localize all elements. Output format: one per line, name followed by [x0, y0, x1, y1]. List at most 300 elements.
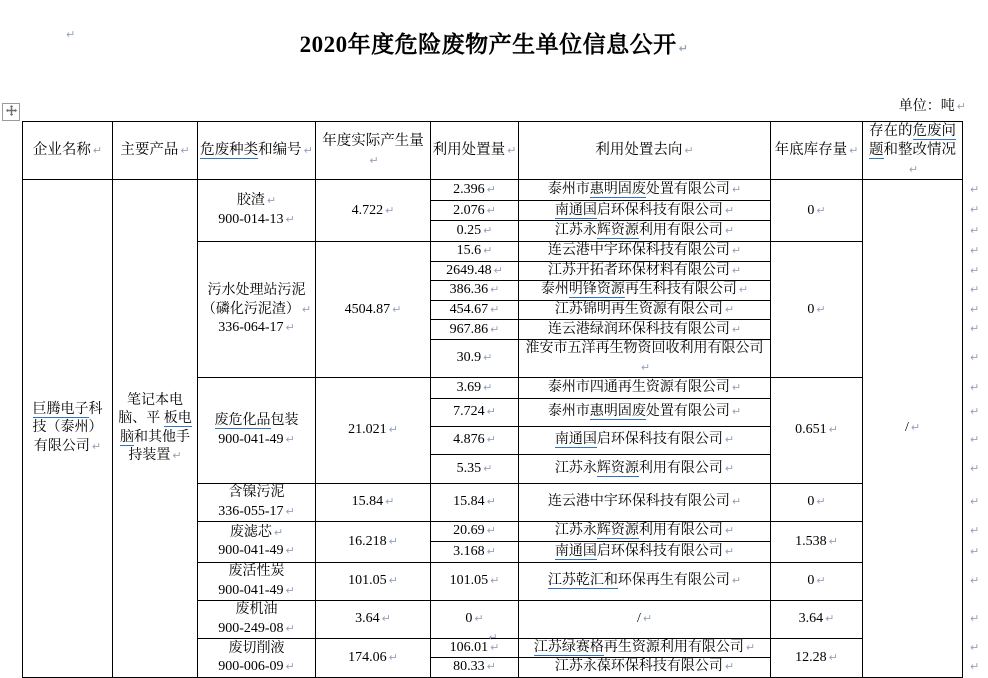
text-line [520, 379, 769, 397]
paragraph-mark: ↵ [369, 153, 379, 167]
underlined-text: 辉资源 [596, 523, 639, 539]
paragraph-mark: ↵ [640, 360, 651, 374]
unit-label [899, 95, 966, 115]
disposal-amount-cell[interactable] [431, 563, 519, 601]
disposal-amount-cell[interactable] [431, 340, 519, 378]
paragraph-mark: ↵ [642, 612, 653, 626]
text-line [520, 610, 769, 628]
waste-type-cell[interactable] [198, 484, 316, 522]
paragraph-mark: ↵ [724, 524, 735, 538]
disposal-amount-cell[interactable] [431, 378, 519, 399]
annual-amount-cell[interactable] [316, 242, 431, 378]
disposal-amount-cell[interactable] [431, 522, 519, 542]
text-segment: 900-041-49 [218, 582, 284, 598]
text-segment: 有限公司 [33, 438, 90, 454]
disposal-amount-cell[interactable] [431, 658, 519, 677]
paragraph-mark: ↵ [490, 283, 500, 297]
text-segment: 处置有限公司 [645, 182, 730, 198]
cell-value: 1.538 [795, 533, 827, 549]
paragraph-mark: ↵ [285, 659, 295, 673]
paragraph-mark: ↵ [483, 224, 493, 238]
destination-cell[interactable] [519, 201, 771, 221]
cell-value: 386.36 [449, 282, 489, 298]
text-segment: 技（泰州） [32, 420, 103, 436]
products-cell[interactable] [113, 180, 198, 678]
text-line [114, 141, 196, 160]
cell-value: 15.84 [351, 494, 384, 510]
text-segment: 泰州市四通再生资源有限公司 [547, 379, 730, 395]
header-disposal-amount[interactable] [431, 122, 519, 180]
row-end-mark: ↵ [970, 203, 980, 216]
header-waste-type[interactable] [198, 122, 316, 180]
issues-cell[interactable] [863, 180, 963, 678]
text-line [199, 412, 314, 430]
text-segment: 脑、平 [118, 411, 164, 427]
text-segment: 利用有限公司 [638, 523, 723, 539]
text-segment: 废切削液 [228, 640, 285, 656]
unit-label-text: 单位：吨 [898, 99, 955, 114]
paragraph-mark: ↵ [486, 433, 496, 447]
row-end-mark: ↵ [970, 322, 980, 335]
header-company[interactable] [23, 122, 113, 180]
text-line [24, 419, 111, 437]
paragraph-mark: ↵ [490, 322, 500, 336]
text-line [520, 522, 769, 540]
text-segment: 笔记本电 [127, 392, 183, 408]
annual-amount-cell[interactable] [316, 563, 431, 601]
text-segment: 和整改情况 [883, 142, 956, 159]
row-end-mark: ↵ [970, 182, 980, 196]
text-segment: 900-249-08 [218, 620, 284, 636]
row-end-mark: ↵ [970, 282, 980, 296]
annual-amount-cell[interactable] [316, 484, 431, 522]
row-end-mark: ↵ [970, 405, 980, 418]
paragraph-mark: ↵ [724, 203, 735, 217]
paragraph-mark: ↵ [816, 203, 826, 217]
underlined-text: 南通国 [554, 432, 597, 448]
table-move-icon [6, 103, 17, 121]
page-title-text: 2020年度危险废物产生单位信息公开 [299, 32, 677, 57]
waste-type-cell[interactable] [198, 522, 316, 563]
disposal-amount-cell[interactable] [431, 201, 519, 221]
destination-cell[interactable] [519, 399, 771, 427]
paragraph-mark: ↵ [285, 432, 295, 446]
text-line [520, 493, 769, 511]
after-table-paragraph [22, 628, 962, 646]
row-end-mark: ↵ [970, 640, 980, 654]
stock-cell[interactable] [771, 522, 863, 563]
text-segment: 年底库存量 [774, 142, 848, 159]
text-line [199, 141, 314, 160]
text-line [520, 403, 769, 421]
text-segment: 胶渣 [236, 193, 265, 209]
text-segment: 污水处理站污泥 [207, 283, 306, 299]
underlined-text: 废危化品 [214, 413, 271, 429]
text-line [772, 141, 861, 160]
underlined-text: 江苏绿赛格 [533, 640, 604, 655]
destination-cell[interactable] [519, 427, 771, 455]
text-segment: 废滤芯 [229, 524, 272, 540]
paragraph-mark: ↵ [908, 163, 919, 177]
text-segment: 利用处置去向 [595, 142, 683, 159]
cell-value: 21.021 [348, 422, 387, 438]
paragraph-mark: ↵ [910, 421, 921, 435]
stock-cell[interactable] [771, 563, 863, 601]
text-line [520, 321, 769, 339]
cell-value: 4.722 [351, 202, 384, 218]
paragraph-mark: ↵ [738, 283, 749, 297]
text-line [520, 281, 769, 299]
row-end-mark: ↵ [970, 380, 980, 394]
underlined-text: 脑 [120, 429, 134, 445]
paragraph-mark: ↵ [180, 144, 190, 158]
destination-cell[interactable] [519, 542, 771, 563]
paragraph-mark: ↵ [285, 504, 295, 518]
disposal-amount-cell[interactable] [431, 320, 519, 340]
cell-value: 174.06 [348, 649, 387, 665]
cell-value: 12.28 [795, 649, 827, 665]
text-segment: 连云港绿润环保科技有限公司 [547, 321, 730, 337]
cell-value: 20.69 [453, 523, 485, 539]
waste-type-cell[interactable] [198, 242, 316, 378]
text-segment: 江苏永葆环保科技有限公司 [554, 659, 723, 675]
company-cell[interactable] [23, 180, 113, 678]
text-segment: 连云港中宇环保科技有限公司 [547, 494, 730, 510]
text-line [199, 192, 314, 210]
page-title [0, 26, 988, 59]
paragraph-mark: ↵ [684, 144, 694, 158]
annual-amount-cell[interactable] [316, 522, 431, 563]
cell-value: 30.9 [456, 350, 482, 366]
paragraph-mark: ↵ [285, 544, 295, 558]
text-line [864, 419, 961, 437]
paragraph-mark: ↵ [490, 574, 500, 588]
text-line [520, 262, 769, 280]
stock-cell[interactable] [771, 242, 863, 378]
paragraph-mark: ↵ [388, 423, 398, 437]
disposal-amount-cell[interactable] [431, 242, 519, 261]
text-segment: 900-041-49 [218, 431, 284, 447]
paragraph-mark: ↵ [172, 449, 182, 463]
cell-value: 2.076 [453, 202, 485, 218]
destination-cell[interactable] [519, 300, 771, 319]
paragraph-mark: ↵ [483, 351, 493, 365]
disposal-amount-cell[interactable] [431, 281, 519, 300]
text-segment: 336-064-17 [218, 320, 284, 336]
annual-amount-cell[interactable] [316, 180, 431, 242]
paragraph-mark: ↵ [816, 574, 826, 588]
text-segment: 含镍污泥 [228, 485, 285, 501]
text-segment: 环保再生有限公司 [617, 573, 730, 589]
text-line [520, 572, 769, 590]
cell-value: 101.05 [449, 573, 489, 589]
text-segment: 江苏永 [554, 460, 597, 476]
paragraph-mark: ↵ [724, 660, 735, 674]
underlined-text: 江苏乾汇和 [547, 573, 618, 589]
paragraph-mark: ↵ [273, 525, 284, 539]
row-end-mark: ↵ [970, 302, 980, 316]
row-end-mark: ↵ [970, 495, 980, 508]
underlined-text: 辉资源 [596, 460, 639, 476]
text-segment: 泰州 [540, 282, 569, 298]
text-line [520, 543, 769, 561]
disposal-amount-cell[interactable] [431, 542, 519, 563]
text-segment: 900-041-49 [218, 543, 284, 559]
row-end-mark: ↵ [970, 574, 980, 587]
cell-value: 15.84 [453, 494, 485, 510]
text-line [520, 181, 769, 199]
disposal-amount-cell[interactable] [431, 399, 519, 427]
disposal-amount-cell[interactable] [431, 484, 519, 522]
text-line [199, 431, 314, 449]
text-line [317, 132, 429, 170]
row-end-mark: ↵ [970, 351, 980, 364]
text-segment: 年度实际产生量 [322, 132, 424, 149]
cell-value: 106.01 [449, 640, 489, 655]
text-line [432, 141, 517, 160]
underlined-text: 惠明固废 [589, 182, 646, 198]
text-line [199, 282, 314, 300]
destination-cell[interactable] [519, 261, 771, 280]
cell-value: 16.218 [348, 533, 387, 549]
destination-cell[interactable] [519, 320, 771, 340]
paragraph-mark: ↵ [731, 495, 742, 509]
waste-type-cell[interactable] [198, 180, 316, 242]
paragraph-mark: ↵ [285, 321, 295, 335]
cell-value: 80.33 [453, 659, 485, 675]
paragraph-mark: ↵ [828, 650, 838, 664]
paragraph-mark: ↵ [483, 461, 493, 475]
paragraph-mark: ↵ [66, 28, 76, 41]
text-line [520, 301, 769, 319]
paragraph-mark: ↵ [388, 574, 398, 588]
text-segment: 启环保科技有限公司 [596, 432, 723, 448]
text-line [199, 319, 314, 337]
cell-value: 0 [807, 573, 815, 589]
paragraph-mark: ↵ [303, 144, 313, 158]
underlined-text: 危废种类 [200, 142, 259, 159]
stock-cell[interactable] [771, 378, 863, 484]
paragraph-mark: ↵ [724, 461, 735, 475]
text-line [199, 658, 314, 676]
text-segment: 启环保科技有限公司 [596, 543, 723, 559]
underlined-text: 辉资源 [596, 223, 639, 239]
row-end-mark: ↵ [970, 223, 980, 237]
destination-cell[interactable] [519, 281, 771, 300]
cell-value: 0.651 [795, 422, 827, 438]
text-segment: 336-055-17 [218, 503, 284, 519]
paragraph-mark: ↵ [849, 144, 859, 158]
text-line [864, 141, 961, 179]
paragraph-mark: ↵ [745, 641, 756, 654]
destination-cell[interactable] [519, 221, 771, 242]
text-line [114, 392, 196, 410]
text-segment: 包装 [270, 413, 299, 429]
destination-cell[interactable] [519, 522, 771, 542]
cell-value: 3.69 [456, 379, 482, 395]
paragraph-mark: ↵ [266, 194, 277, 208]
header-annual-output[interactable] [316, 122, 431, 180]
cell-value: 0 [807, 202, 815, 218]
paragraph-mark: ↵ [486, 660, 496, 674]
text-segment: 科 [88, 401, 103, 417]
header-year-end-stock[interactable] [771, 122, 863, 180]
text-segment: 企业名称 [32, 142, 91, 159]
text-segment: 泰州市 [547, 182, 590, 198]
disposal-amount-cell[interactable] [431, 180, 519, 201]
cell-value: 0.25 [456, 223, 482, 239]
paragraph-mark: ↵ [678, 42, 689, 55]
text-segment: 启环保科技有限公司 [596, 202, 723, 218]
text-line [520, 658, 769, 676]
text-segment: 利用有限公司 [638, 223, 723, 239]
paragraph-mark: ↵ [474, 612, 484, 626]
cell-value: 0 [807, 301, 815, 317]
paragraph-mark: ↵ [731, 322, 742, 336]
paragraph-mark: ↵ [486, 524, 496, 538]
text-segment: / [636, 611, 641, 627]
text-segment: 和其他手 [134, 429, 190, 445]
paragraph-mark: ↵ [493, 263, 503, 277]
waste-type-cell[interactable] [198, 378, 316, 484]
text-line [199, 582, 314, 600]
text-line [520, 202, 769, 220]
text-segment: 主要产品 [120, 142, 179, 159]
stock-cell[interactable] [771, 484, 863, 522]
cell-value: 3.64 [798, 611, 824, 627]
annual-amount-cell[interactable] [316, 378, 431, 484]
paragraph-mark: ↵ [828, 423, 838, 437]
paragraph-mark: ↵ [731, 380, 742, 394]
destination-cell[interactable] [519, 340, 771, 378]
header-issues[interactable] [863, 122, 963, 180]
paragraph-mark: ↵ [825, 612, 835, 626]
underlined-text: 危废问 [912, 123, 956, 139]
paragraph-mark: ↵ [956, 100, 966, 113]
text-segment: 淮安市五洋再生物资回收利用有限公司 [525, 341, 764, 357]
text-segment: 利用处置量 [432, 142, 506, 159]
text-line [520, 141, 769, 160]
destination-cell[interactable] [519, 378, 771, 399]
text-segment: 江苏永 [554, 223, 597, 239]
cell-value: 2.396 [453, 182, 485, 198]
hazardous-waste-table [22, 121, 963, 678]
paragraph-mark: ↵ [301, 302, 312, 316]
waste-type-cell[interactable] [198, 563, 316, 601]
text-line [199, 524, 314, 542]
disposal-amount-cell[interactable] [431, 427, 519, 455]
table-row [23, 180, 963, 201]
disposal-amount-cell[interactable] [431, 221, 519, 242]
row-end-mark: ↵ [970, 433, 980, 446]
destination-cell[interactable] [519, 180, 771, 201]
underlined-text: 南通国 [554, 202, 597, 218]
text-segment: 存在的 [869, 123, 913, 139]
destination-cell[interactable] [519, 242, 771, 261]
destination-cell[interactable] [519, 484, 771, 522]
paragraph-mark: ↵ [724, 302, 735, 316]
text-segment: 处置有限公司 [645, 404, 730, 420]
text-line [520, 242, 769, 260]
text-segment: 和编号 [258, 142, 302, 159]
header-disposal-destination[interactable] [519, 122, 771, 180]
text-line [24, 141, 111, 160]
text-line [114, 429, 196, 447]
text-line [114, 447, 196, 465]
paragraph-mark: ↵ [388, 650, 398, 664]
text-segment: 900-014-13 [218, 211, 284, 227]
underlined-text: 明锋资源 [568, 282, 625, 298]
cell-value: 7.724 [453, 404, 485, 420]
paragraph-mark: ↵ [490, 641, 500, 654]
paragraph-mark: ↵ [724, 433, 735, 447]
text-line [199, 503, 314, 521]
text-line [199, 563, 314, 581]
table-container [22, 121, 980, 678]
row-end-mark: ↵ [970, 524, 980, 537]
text-line [199, 542, 314, 560]
disposal-amount-cell[interactable] [431, 261, 519, 280]
paragraph-mark: ↵ [388, 534, 398, 548]
text-line [114, 410, 196, 428]
paragraph-mark: ↵ [488, 631, 498, 644]
text-segment: 废机油 [235, 602, 278, 618]
row-end-mark: ↵ [970, 461, 980, 475]
header-row [23, 122, 963, 180]
text-line [199, 484, 314, 502]
paragraph-mark: ↵ [392, 302, 402, 316]
text-segment: 废活性炭 [228, 564, 285, 580]
destination-cell[interactable] [519, 455, 771, 484]
cell-value: 4504.87 [344, 301, 391, 317]
underlined-text: 巨腾电子 [32, 401, 89, 417]
stock-cell[interactable] [771, 180, 863, 242]
text-line [520, 340, 769, 377]
underlined-text: 题 [869, 142, 884, 159]
destination-cell[interactable] [519, 563, 771, 601]
text-segment: 连云港中宇环保科技有限公司 [547, 243, 730, 259]
text-segment: 再生科技有限公司 [624, 282, 737, 298]
paragraph-mark: ↵ [828, 534, 838, 548]
cell-value: 454.67 [449, 301, 489, 317]
cell-value: 3.168 [453, 543, 485, 559]
text-segment: 江苏锦明再生资源有限公司 [554, 301, 723, 317]
disposal-amount-cell[interactable] [431, 300, 519, 319]
paragraph-mark: ↵ [731, 244, 742, 258]
paragraph-mark: ↵ [724, 224, 735, 238]
paragraph-mark: ↵ [486, 183, 496, 197]
paragraph-mark: ↵ [724, 544, 735, 558]
paragraph-mark: ↵ [91, 439, 102, 453]
paragraph-mark: ↵ [490, 302, 500, 316]
underlined-text: 板电 [163, 411, 192, 427]
paragraph-mark: ↵ [731, 405, 742, 419]
text-segment: 泰州市 [547, 404, 590, 420]
cell-value: 0 [807, 494, 815, 510]
text-segment: （磷化污泥渣） [201, 301, 300, 317]
text-segment: / [904, 420, 909, 436]
disposal-amount-cell[interactable] [431, 455, 519, 484]
table-move-handle[interactable] [2, 103, 20, 121]
destination-cell[interactable] [519, 658, 771, 677]
cell-value: 0 [465, 611, 473, 627]
text-segment: 江苏开拓者环保材料有限公司 [547, 262, 730, 278]
paragraph-mark: ↵ [816, 302, 826, 316]
header-products[interactable] [113, 122, 198, 180]
row-end-mark: ↵ [970, 544, 980, 558]
text-line [520, 222, 769, 240]
paragraph-mark: ↵ [483, 244, 493, 258]
